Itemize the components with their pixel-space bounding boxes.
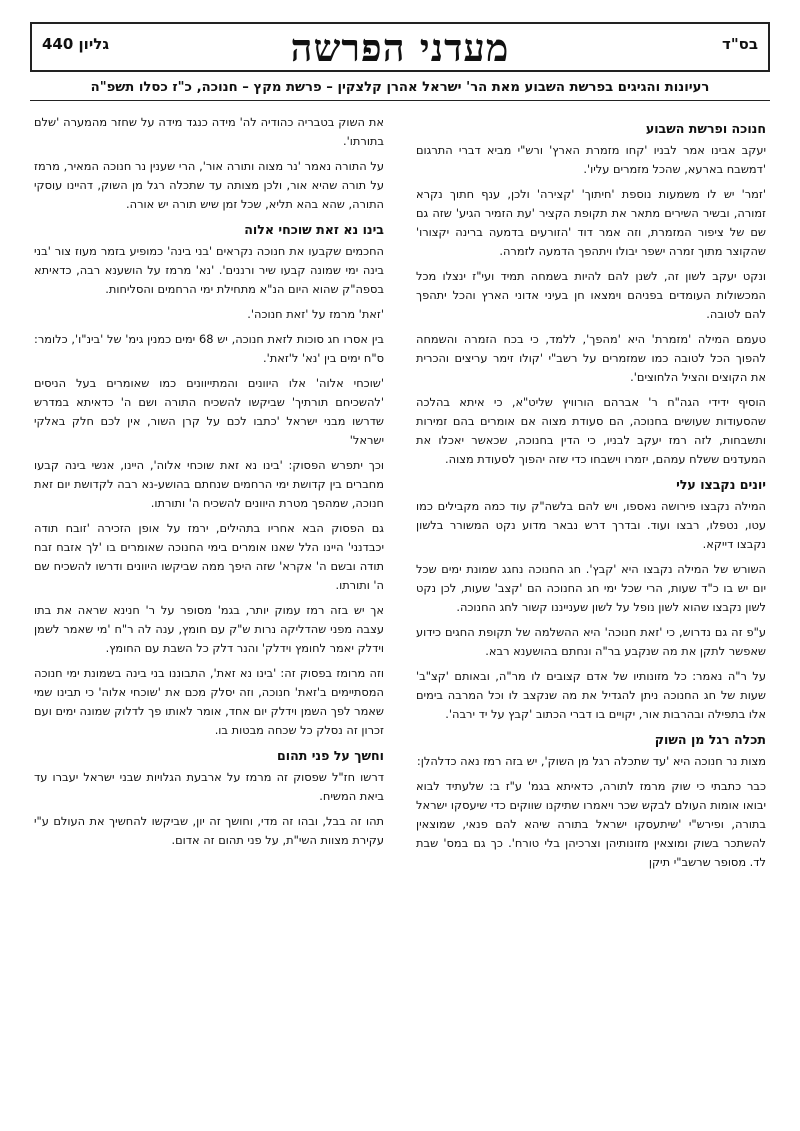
paragraph: ע"פ זה גם נדרוש, כי 'זאת חנוכה' היא ההשלמה של תקופת החגים כידוע שאפשר לתקן את מה שנקבע בר"ה ונחתם בהושענא רבא. <box>416 625 766 658</box>
paragraph: המילה נקבצו פירושה נאספו, ויש להם בלשה"ק עוד כמה מקבילים כמו עטו, נטפלו, רבצו ועוד. ובדרך דרש נבאר מדוע נקט המשורר בלשון נקבצו דייקא. <box>416 499 766 551</box>
header-divider <box>30 100 770 101</box>
subtitle: רעיונות והגיגים בפרשת השבוע מאת הר' ישראל אהרן קלצקין – פרשת מקץ – חנוכה, כ"ז כסלו תשפ"ה <box>90 80 710 95</box>
masthead <box>30 22 770 72</box>
newsletter-title: מעדני הפרשה <box>290 25 510 70</box>
paragraph: אך יש בזה רמז עמוק יותר, בגמ' מסופר על ר' חנינא שראה את בתו עצבה מפני שהדליקה נרות ש"ק עם חומץ, ענה לה ר"ח 'מי שאמר לשמן וידלק יאמר לחומץ וידלק' והנר דלק כל השבת עם החומץ. <box>34 603 384 655</box>
paragraph: בין אסרו חג סוכות לזאת חנוכה, יש 68 ימים כמנין גימ' של 'בינ"ו', כלומר: ס"ח ימים בין 'נא' ל'זאת'. <box>34 332 385 365</box>
paragraph: השורש של המילה נקבצו היא 'קבץ'. חג החנוכה נחגג שמונת ימים שכל יום יש בו כ"ד שעות, הרי שכל ימי חג החנוכה הם 'קצב' שעות, לכן נקט לשון נקבצו שהוא לשון נופל על לשון שענייננו קשור לחג החנוכה. <box>416 562 766 614</box>
section-heading: חנוכה ופרשת השבוע <box>645 121 766 136</box>
paragraph: את השוק בטבריה כהודיה לה' מידה כנגד מידה על שחזר מהמערה 'שלם בתורתו'. <box>34 115 384 148</box>
paragraph: טעמם המילה 'מזמרת' היא 'מהפך', ללמד, כי בכח הזמרה והשמחה להפוך הכל לטובה כמו שמזמרים על רשב"י 'קולו זימר עריצים והכרית את הקוצים והציל הלחוצים'. <box>416 332 766 384</box>
paragraph: גם הפסוק הבא אחריו בתהילים, ירמז על אופן הזכירה 'זובח תודה יכבדנני' היינו הלל שאנו אומרים בימי החנוכה שאומרים בו 'לך אזבח זבח תודה ובשם ה' אקרא' שזה היפך ממה שביקשו היוונים ודרשו להשכיח שם ה' ותורתו. <box>34 521 384 592</box>
issue-number: גליון 440 <box>42 35 110 53</box>
paragraph: תהו זה בבל, ובהו זה מדי, וחושך זה יון, שביקשו להחשיך את העולם ע"י עקירת מצוות השי"ת, על פני תהום זה אדום. <box>34 814 384 847</box>
paragraph: על התורה נאמר 'נר מצוה ותורה אור', הרי שענין נר חנוכה המאיר, מרמז על תורה שהיא אור, ולכן מצותה עד שתכלה רגל מן השוק, דהיינו עוסקי התורה, שהא בהא תליא, שכל זמן שיש תורה יש אורה. <box>34 159 384 211</box>
paragraph: וזה מרומז בפסוק זה: 'בינו נא זאת', התבוננו בני בינה בשמונת ימי חנוכה המסתיימים ב'זאת' חנוכה, וזה יסלק מכם את 'שוכחי אלוה' כי תבינו שמי שאמר לפך השמן וידלק יום אחד, אומר לאותו פך לדלוק שמונה ימים ועם זכרון זה נסלק כל שכחה מבטות בו. <box>34 666 384 737</box>
paragraph: דרשו חז"ל שפסוק זה מרמז על ארבעת הגלויות שבני ישראל יעברו עד ביאת המשיח. <box>34 770 384 803</box>
paragraph: ונקט יעקב לשון זה, לשנן להם להיות בשמחה תמיד ועי"ז ינצלו מכל המכשולות העומדים בפניהם וימצאו חן בעיני אדוני הארץ והכל יתהפך להם לטובה. <box>416 269 766 321</box>
paragraph: על ר"ה נאמר: כל מזונותיו של אדם קצובים לו מר"ה, ובאותם 'קצ"ב' שעות של חג החנוכה ניתן להגדיל את מה שנקצב לו וכל המרבה בימים אלו בתפילה ובהרבות אור, יקויים בו דברי הכתוב 'קבץ על יד ירבה'. <box>416 669 766 721</box>
right-column <box>416 113 766 878</box>
section-heading: יונים נקבצו עלי <box>676 477 766 492</box>
paragraph: 'שוכחי אלוה' אלו היוונים והמתייוונים כמו שאומרים בעל הניסים 'להשכיחם תורתיך' שביקשו להשכיח התורה ושם ה' כדאיתא במדרש שדרשו מבני ישראל 'כתבו לכם על קרן השור, אין לכם חלק באלקי ישראל' <box>34 376 384 447</box>
paragraph: כבר כתבתי כי שוק מרמז לתורה, כדאיתא בגמ' ע"ז ב: שלעתיד לבוא יבואו אומות העולם לבקש שכר ויאמרו שתיקנו שווקים כדי שיעסקו ישראל בתורה, ופירש"י 'שיתעסקו ישראל בתורה שיהא להם פנאי, שמוצאין להשתכר בשוק ומוצאין מזונותיהן וצרכיהן בלי טורח'. כך גם במס' שבת לד. מסופר שרשב"י תיקן <box>416 779 766 869</box>
paragraph: 'זאת' מרמז על 'זאת חנוכה'. <box>247 307 384 321</box>
paragraph: וכך יתפרש הפסוק: 'בינו נא זאת שוכחי אלוה', היינו, אנשי בינה קבעו מחברים בין קדושת ימי הרחמים שנחתם בהושע-נא רבה לקדושת יום זאת חנוכה, שמהפך מטרת היוונים להשכיח ה' ותורתו. <box>34 458 384 510</box>
section-heading: וחשך על פני תהום <box>276 748 384 763</box>
section-heading: בינו נא זאת שוכחי אלוה <box>244 222 384 237</box>
paragraph: יעקב אבינו אמר לבניו 'קחו מזמרת הארץ' ורש"י מביא דברי התרגום 'דמשבח בארעא, שהכל מזמרים עליו'. <box>416 143 766 176</box>
bsd-label: בס"ד <box>722 35 758 53</box>
paragraph: 'זמר' יש לו משמעות נוספת 'חיתוך' 'קצירה' ולכן, ענף חתוך נקרא זמורה, ובשיר השירים מתאר את תקופת הקציר 'עת הזמיר הגיע' שזה גם שם של ציפור המזמרת, וזה אמר דוד 'הזורעים בדמעה ברינה יקצורו' שהקוצר מתוך זמרה ישפר יבולו ויתהפך הדמעה לזמרה. <box>416 187 766 258</box>
left-column <box>34 113 384 856</box>
section-heading: תכלה רגל מן השוק <box>654 732 766 747</box>
paragraph: הוסיף ידידי הגה"ח ר' אברהם הורוויץ שליט"א, כי איתא בהלכה שהסעודות שעושים בחנוכה, הם סעודת מצוה אם אומרים בהם זמירות ותשבחות, לזה רמז יעקב לבניו, כי הדין בחנוכה, שכאשר יאכלו את המעדנים ששלח עמהם, יזמרו וישבחו כדי שזה יהפוך לסעודת מצוה. <box>416 395 766 466</box>
paragraph: החכמים שקבעו את חנוכה נקראים 'בני בינה' כמופיע בזמר מעוז צור 'בני בינה ימי שמונה קבעו שיר ורננים'. 'נא' מרמז על הושענא רבה, כדאיתא בספה"ק שהוא היום הנ"א מתחילת ימי הרחמים והסליחות. <box>34 244 384 296</box>
paragraph: מצות נר חנוכה היא 'עד שתכלה רגל מן השוק', יש בזה רמז נאה כדלהלן: <box>416 754 766 768</box>
